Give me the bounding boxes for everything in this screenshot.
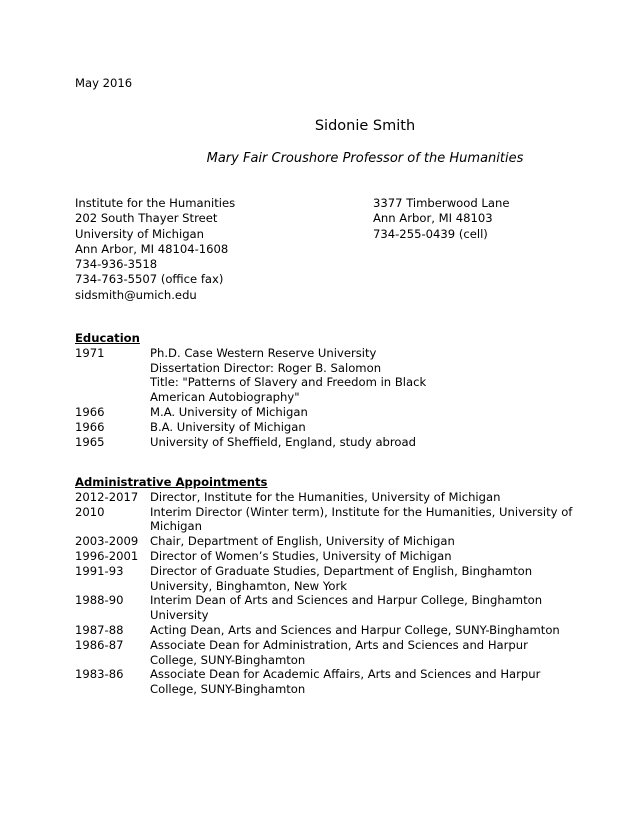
admin-year: 1991-93 [75,563,124,578]
office-address-line: 202 South Thayer Street [75,211,218,226]
education-desc: Title: "Patterns of Slavery and Freedom in Black American Autobiography" [150,375,427,405]
admin-row [75,593,575,623]
admin-year: 1988-90 [75,593,124,608]
admin-desc: Associate Dean for Administration, Arts and Sciences and Harpur College, SUNY-Binghamton [150,637,528,667]
office-phone: 734-936-3518 [75,257,158,272]
admin-heading: Administrative Appointments [75,475,268,489]
home-address [373,196,509,242]
admin-row [75,564,575,594]
education-year [75,361,150,376]
admin-year: 1987-88 [75,622,124,637]
admin-desc: Director of Women’s Studies, University of Michigan [150,548,452,563]
home-address-line: Ann Arbor, MI 48103 [373,211,493,226]
admin-row [75,549,575,564]
admin-desc: Interim Director (Winter term), Institute for the Humanities, University of Michigan [150,504,573,534]
education-section [75,331,575,449]
document-date: May 2016 [75,76,133,90]
admin-year: 1986-87 [75,637,124,652]
admin-desc: Associate Dean for Academic Affairs, Arts and Sciences and Harpur College, SUNY-Binghamton [150,667,541,697]
admin-year: 2012-2017 [75,489,139,504]
professional-title: Mary Fair Croushore Professor of the Humanities [206,151,524,166]
admin-row [75,667,575,697]
education-desc: M.A. University of Michigan [150,404,308,419]
education-row [75,435,575,450]
education-desc: University of Sheffield, England, study abroad [150,434,416,449]
admin-year: 1983-86 [75,667,124,682]
admin-desc: Acting Dean, Arts and Sciences and Harpur College, SUNY-Binghamton [150,622,560,637]
education-year [75,375,150,405]
admin-desc: Director, Institute for the Humanities, University of Michigan [150,489,501,504]
cell-phone: 734-255-0439 (cell) [373,226,488,241]
education-desc: Ph.D. Case Western Reserve University [150,345,377,360]
admin-row [75,490,575,505]
office-fax: 734-763-5507 (office fax) [75,272,224,287]
education-year: 1965 [75,434,105,449]
education-desc: B.A. University of Michigan [150,419,306,434]
admin-desc: Interim Dean of Arts and Sciences and Harpur College, Binghamton University [150,593,543,623]
office-address [75,196,235,303]
admin-year: 2010 [75,504,105,519]
admin-year: 2003-2009 [75,534,139,549]
home-address-line: 3377 Timberwood Lane [373,196,510,210]
education-desc: Dissertation Director: Roger B. Salomon [150,360,382,375]
person-name: Sidonie Smith [314,118,416,134]
education-heading: Education [75,331,140,345]
admin-row [75,534,575,549]
admin-row [75,505,575,535]
education-row [75,361,575,376]
office-address-line: Institute for the Humanities [75,196,236,210]
education-row [75,375,575,405]
email-address: sidsmith@umich.edu [75,287,197,302]
education-year: 1966 [75,404,105,419]
education-year: 1971 [75,345,105,360]
education-row [75,405,575,420]
education-year: 1966 [75,419,105,434]
admin-section [75,475,575,697]
office-address-line: Ann Arbor, MI 48104-1608 [75,241,229,256]
admin-row [75,623,575,638]
admin-desc: Director of Graduate Studies, Department of English, Binghamton University, Binghamton, New York [150,563,533,593]
office-address-line: University of Michigan [75,226,205,241]
admin-row [75,638,575,668]
education-row [75,420,575,435]
education-row [75,346,575,361]
admin-desc: Chair, Department of English, University of Michigan [150,534,455,549]
admin-year: 1996-2001 [75,548,139,563]
